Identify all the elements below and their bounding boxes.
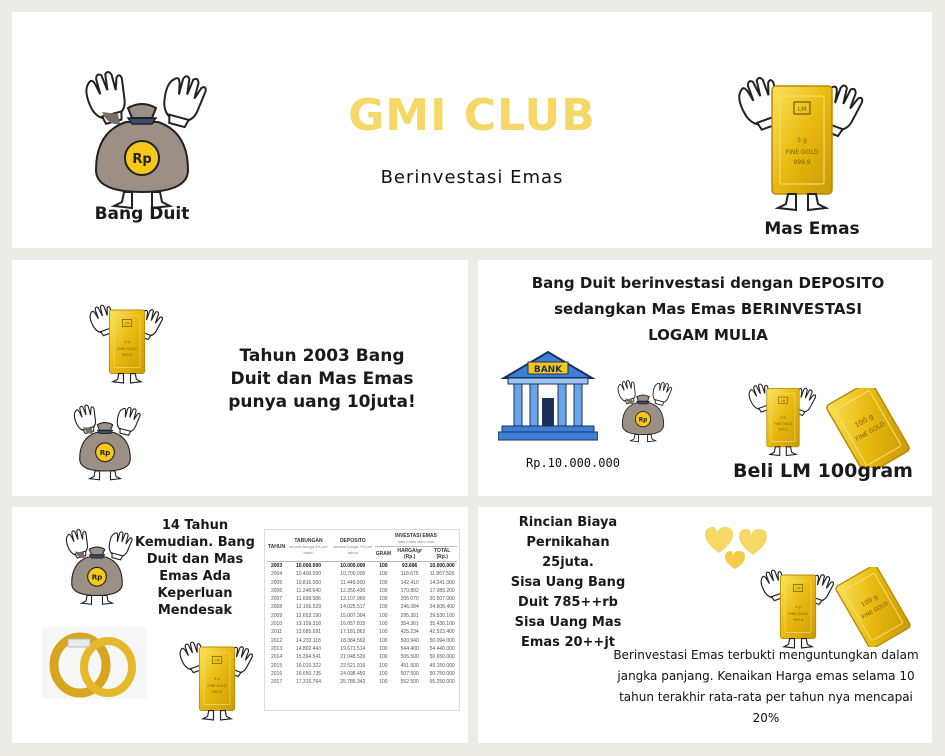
cell-deposito: 10.700.000 bbox=[340, 571, 366, 578]
col-investasi: INVESTASI EMAS data emas kitco.com bbox=[375, 532, 457, 547]
cell-deposito: 16.057.815 bbox=[340, 621, 366, 628]
gold-bar-100g-icon bbox=[828, 567, 918, 647]
cell-tabungan: 16.650.735 bbox=[295, 670, 322, 677]
cell-gram: 100 bbox=[379, 679, 388, 686]
cell-deposito: 19.671.514 bbox=[340, 645, 366, 652]
cell-tahun: 2017 bbox=[271, 679, 283, 686]
panel-result bbox=[478, 507, 932, 743]
table-row bbox=[267, 595, 457, 603]
cell-total: 49.150.000 bbox=[429, 662, 455, 669]
col-tahun: TAHUN bbox=[267, 532, 286, 562]
cell-deposito: 13.107.960 bbox=[340, 596, 366, 603]
cell-harga: 118.675 bbox=[400, 571, 419, 578]
cell-gram: 100 bbox=[379, 587, 388, 594]
cell-tahun: 2015 bbox=[271, 662, 283, 669]
cell-tabungan: 16.010.322 bbox=[295, 662, 322, 669]
cell-deposito: 25.785.342 bbox=[340, 679, 366, 686]
story-14years-text: 14 Tahun Kemudian. Bang Duit dan Mas Emas Ada Keperluan Mendesak bbox=[135, 518, 255, 618]
cell-harga: 354.361 bbox=[400, 621, 419, 628]
table-row bbox=[267, 653, 457, 661]
col-gram: GRAM bbox=[375, 547, 392, 562]
comparison-table bbox=[264, 529, 460, 711]
table-row bbox=[267, 662, 457, 670]
cell-tahun: 2004 bbox=[271, 571, 283, 578]
cell-gram: 100 bbox=[379, 571, 388, 578]
cell-harga: 506.500 bbox=[400, 654, 419, 661]
cell-gram: 100 bbox=[379, 604, 388, 611]
page-title: GMI CLUB bbox=[348, 90, 596, 141]
cell-gram: 100 bbox=[379, 629, 388, 636]
cell-tabungan: 10.816.000 bbox=[295, 579, 322, 586]
cell-tahun: 2010 bbox=[271, 621, 283, 628]
panel-invest bbox=[478, 260, 932, 496]
cell-deposito: 11.449.000 bbox=[340, 579, 366, 586]
cell-tabungan: 12.166.529 bbox=[295, 604, 322, 611]
cell-gram: 100 bbox=[379, 637, 388, 644]
cell-tahun: 2003 bbox=[271, 563, 283, 569]
conclusion-text: Berinvestasi Emas terbukti menguntungkan dalam jangka panjang. Kenaikan Harga emas selama 10 tahun terakhir rata-rata per tahun nya mencapai 20% bbox=[613, 648, 919, 725]
cell-tahun: 2011 bbox=[271, 629, 282, 636]
cell-tabungan: 15.394.541 bbox=[295, 654, 322, 661]
cell-total: 55.250.000 bbox=[429, 679, 455, 686]
mas-emas-character bbox=[712, 52, 892, 222]
bang-duit-character bbox=[42, 52, 242, 212]
cell-gram: 100 bbox=[379, 662, 388, 669]
bank-text: BANK bbox=[533, 365, 563, 375]
cell-deposito: 17.181.862 bbox=[340, 629, 366, 636]
table-row bbox=[267, 628, 457, 636]
cell-harga: 425.234 bbox=[400, 629, 419, 636]
mas-emas-icon bbox=[72, 290, 182, 390]
col-harga: HARGA/gr (Rp.) bbox=[392, 547, 427, 562]
cell-gram: 100 bbox=[379, 654, 388, 661]
cell-deposito: 21.048.520 bbox=[340, 654, 366, 661]
bank-icon bbox=[498, 348, 598, 444]
cell-tahun: 2009 bbox=[271, 612, 283, 619]
table-row bbox=[267, 670, 457, 678]
panel-14years bbox=[12, 507, 468, 743]
cell-tahun: 2013 bbox=[271, 645, 283, 652]
cell-total: 10.000.000 bbox=[429, 563, 455, 569]
cell-gram: 100 bbox=[379, 621, 388, 628]
cell-tahun: 2012 bbox=[271, 637, 283, 644]
cell-tahun: 2005 bbox=[271, 579, 283, 586]
cell-total: 50.094.000 bbox=[429, 637, 455, 644]
cell-tahun: 2007 bbox=[271, 596, 283, 603]
cell-tabungan: 13.685.691 bbox=[295, 629, 322, 636]
header-panel bbox=[12, 12, 932, 248]
table-row bbox=[267, 603, 457, 611]
table-row bbox=[267, 612, 457, 620]
cell-harga: 552.500 bbox=[400, 679, 419, 686]
cell-harga: 295.301 bbox=[400, 612, 419, 619]
story-2003-text: Tahun 2003 Bang Duit dan Mas Emas punya uang 10juta! bbox=[228, 346, 416, 412]
cell-tabungan: 11.698.586 bbox=[296, 596, 321, 603]
cell-total: 42.523.400 bbox=[429, 629, 455, 636]
buy-text: Beli LM 100gram bbox=[733, 460, 913, 482]
deposit-amount: Rp.10.000.000 bbox=[526, 456, 620, 470]
cell-gram: 100 bbox=[379, 612, 388, 619]
cell-total: 54.440.000 bbox=[429, 645, 455, 652]
cell-deposito: 15.007.304 bbox=[340, 612, 366, 619]
cell-harga: 205.070 bbox=[400, 596, 419, 603]
bang-duit-label: Bang Duit bbox=[94, 204, 190, 224]
table-row bbox=[267, 570, 457, 578]
cell-harga: 544.400 bbox=[400, 645, 419, 652]
cell-tahun: 2014 bbox=[271, 654, 283, 661]
cell-total: 50.750.000 bbox=[429, 670, 455, 677]
col-tabungan: TABUNGAN asumsi bunga 4% per tahun bbox=[286, 532, 331, 562]
rincian-text: Rincian Biaya Pernikahan 25juta. bbox=[518, 515, 618, 570]
bang-duit-icon bbox=[598, 370, 688, 445]
table-row bbox=[267, 637, 457, 645]
cell-tabungan: 10.400.000 bbox=[295, 571, 322, 578]
cell-tabungan: 14.802.443 bbox=[295, 645, 322, 652]
cell-tabungan: 10.000.000 bbox=[295, 563, 322, 569]
cell-total: 50.650.000 bbox=[429, 654, 455, 661]
cell-deposito: 22.521.916 bbox=[340, 662, 366, 669]
cell-tabungan: 11.248.640 bbox=[296, 587, 321, 594]
table-row bbox=[267, 562, 457, 571]
cell-harga: 500.940 bbox=[400, 637, 419, 644]
cell-total: 17.089.200 bbox=[429, 587, 455, 594]
cell-harga: 142.410 bbox=[400, 579, 419, 586]
cell-total: 11.867.500 bbox=[429, 571, 455, 578]
cell-tahun: 2016 bbox=[271, 670, 283, 677]
cell-tahun: 2008 bbox=[271, 604, 283, 611]
cell-deposito: 18.384.592 bbox=[340, 637, 366, 644]
cell-gram: 100 bbox=[379, 579, 388, 586]
cell-harga: 246.084 bbox=[400, 604, 419, 611]
cell-total: 24.608.400 bbox=[429, 604, 455, 611]
cell-harga: 507.500 bbox=[400, 670, 419, 677]
cell-tabungan: 13.159.318 bbox=[295, 621, 322, 628]
cell-gram: 100 bbox=[379, 645, 388, 652]
bang-duit-icon bbox=[50, 388, 160, 488]
cell-deposito: 14.025.517 bbox=[340, 604, 366, 611]
table-row bbox=[267, 620, 457, 628]
cell-harga: 491.500 bbox=[400, 662, 419, 669]
cell-harga: 93.696 bbox=[402, 563, 418, 569]
table-row bbox=[267, 645, 457, 653]
cell-gram: 100 bbox=[379, 596, 388, 603]
wedding-rings-icon bbox=[42, 627, 147, 699]
sisa-mas-emas-text: Sisa Uang Mas Emas 20++jt bbox=[514, 615, 622, 650]
cell-total: 14.241.000 bbox=[429, 579, 455, 586]
sisa-bang-duit-text: Sisa Uang Bang Duit 785++rb bbox=[510, 575, 626, 610]
cell-deposito: 10.000.000 bbox=[340, 563, 366, 569]
cell-deposito: 24.098.450 bbox=[340, 670, 366, 677]
col-total: TOTAL (Rp.) bbox=[427, 547, 457, 562]
cell-tahun: 2006 bbox=[271, 587, 283, 594]
cell-total: 29.530.100 bbox=[429, 612, 455, 619]
col-deposito: DEPOSITO asumsi bunga 7% per tahun bbox=[331, 532, 375, 562]
cell-tabungan: 12.653.190 bbox=[295, 612, 322, 619]
table-row bbox=[267, 587, 457, 595]
cell-total: 20.507.000 bbox=[429, 596, 455, 603]
mas-emas-label: Mas Emas bbox=[764, 219, 860, 239]
gold-bar-100g-icon bbox=[818, 388, 918, 468]
cell-tabungan: 14.233.118 bbox=[296, 637, 321, 644]
cell-tabungan: 17.316.764 bbox=[295, 679, 322, 686]
cell-total: 35.436.100 bbox=[429, 621, 455, 628]
table-row bbox=[267, 579, 457, 587]
table-row bbox=[267, 678, 457, 686]
panel-2003 bbox=[12, 260, 468, 496]
cell-deposito: 12.250.430 bbox=[340, 587, 366, 594]
cell-gram: 100 bbox=[379, 563, 388, 569]
page-subtitle: Berinvestasi Emas bbox=[380, 167, 564, 188]
cell-harga: 170.892 bbox=[400, 587, 419, 594]
cell-gram: 100 bbox=[379, 670, 388, 677]
invest-text: Bang Duit berinvestasi dengan DEPOSITO sedangkan Mas Emas BERINVESTASI LOGAM MULIA bbox=[531, 274, 885, 344]
mas-emas-icon bbox=[162, 627, 272, 727]
